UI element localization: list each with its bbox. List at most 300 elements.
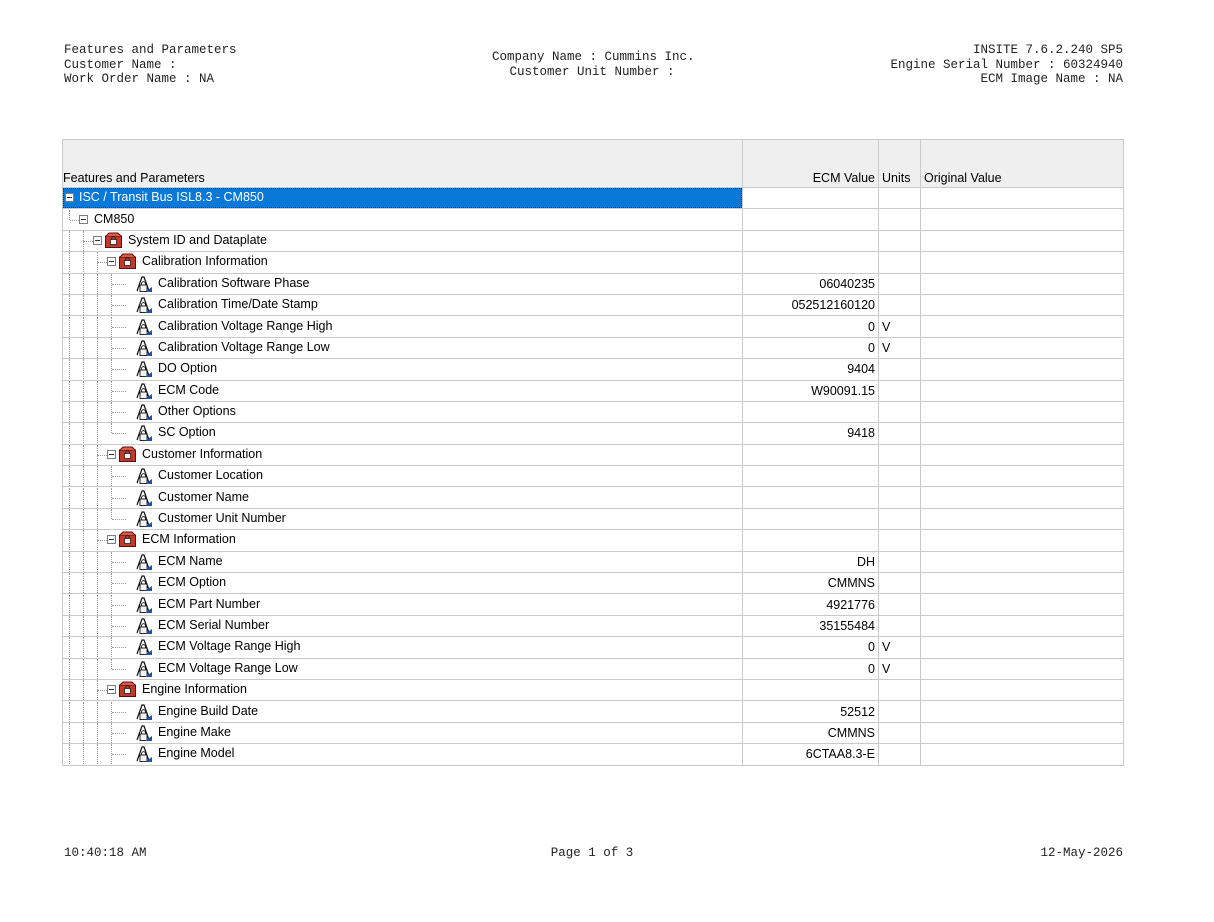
tree-guide-line (83, 659, 84, 679)
tree-guide-line (97, 274, 98, 294)
tree-guide-line (69, 359, 70, 379)
feature-cell[interactable] (63, 294, 743, 315)
insite-version: INSITE 7.6.2.240 SP5 (972, 43, 1123, 57)
tree-guide-line (69, 744, 70, 764)
table-row[interactable] (63, 230, 1124, 251)
feature-cell[interactable] (63, 487, 743, 508)
footer-time: 10:40:18 AM (64, 846, 147, 860)
tree-branch-line (112, 626, 126, 627)
table-row[interactable] (63, 188, 1124, 209)
tree-guide-line (97, 317, 98, 337)
tree-branch-line (83, 241, 93, 242)
ecm-value-cell[interactable] (743, 508, 879, 529)
parameter-icon (135, 745, 153, 763)
original-value-cell (921, 466, 1124, 487)
tree-branch-line (112, 583, 126, 584)
tree-guide-line (83, 274, 84, 294)
feature-label: Customer Unit Number (158, 511, 286, 526)
tree-guide-line (69, 595, 70, 615)
feature-cell[interactable] (63, 188, 743, 209)
ecm-value-cell[interactable]: 06040235 (743, 273, 879, 294)
original-value-cell (921, 530, 1124, 551)
tree-guide-line (97, 295, 98, 315)
original-value-cell (921, 594, 1124, 615)
feature-label: ISC / Transit Bus ISL8.3 - CM850 (79, 190, 264, 205)
tree-branch-line (97, 540, 107, 541)
original-value-cell (921, 744, 1124, 765)
table-row[interactable] (63, 722, 1124, 743)
table-row[interactable] (63, 444, 1124, 465)
tree-guide-line (83, 530, 84, 550)
ecm-value-cell[interactable] (743, 252, 879, 273)
tree-branch-line (112, 647, 126, 648)
feature-cell[interactable] (63, 744, 743, 765)
tree-guide-line (69, 295, 70, 315)
tree-branch-line (112, 476, 126, 477)
table-row[interactable] (63, 337, 1124, 358)
feature-cell[interactable] (63, 337, 743, 358)
parameter-icon (135, 403, 153, 421)
feature-cell[interactable] (63, 615, 743, 636)
original-value-cell (921, 423, 1124, 444)
units-cell (879, 230, 921, 251)
feature-label: ECM Voltage Range High (158, 639, 301, 654)
feature-cell[interactable] (63, 594, 743, 615)
units-cell: V (879, 316, 921, 337)
units-cell (879, 444, 921, 465)
parameter-icon (135, 660, 153, 678)
locked-folder-icon (105, 232, 122, 248)
tree-guide-line (69, 488, 70, 508)
parameter-icon (135, 703, 153, 721)
parameter-icon (135, 382, 153, 400)
table-row[interactable] (63, 273, 1124, 294)
feature-label: CM850 (94, 211, 135, 226)
feature-label: Engine Make (158, 724, 231, 739)
feature-cell[interactable] (63, 466, 743, 487)
parameter-icon (135, 339, 153, 357)
tree-guide-line (83, 509, 84, 529)
table-row[interactable] (63, 294, 1124, 315)
tree-guide-line (83, 702, 84, 722)
table-row[interactable] (63, 615, 1124, 636)
tree-guide-line (83, 595, 84, 615)
units-cell (879, 530, 921, 551)
tree-guide-line (83, 359, 84, 379)
tree-guide-line (69, 723, 70, 743)
feature-label: Customer Location (158, 468, 263, 483)
feature-cell[interactable] (63, 209, 743, 230)
collapse-toggle-icon[interactable] (107, 535, 116, 544)
tree-branch-line (97, 262, 107, 263)
tree-branch-line (112, 327, 126, 328)
feature-label: Customer Name (158, 489, 249, 504)
feature-cell[interactable] (63, 252, 743, 273)
tree-guide-line (97, 637, 98, 657)
parameter-icon (135, 574, 153, 592)
header-right (890, 43, 1123, 87)
feature-label: SC Option (158, 425, 216, 440)
ecm-value-cell[interactable] (743, 679, 879, 700)
table-row[interactable] (63, 658, 1124, 679)
ecm-value-cell[interactable]: 0 (743, 658, 879, 679)
feature-cell[interactable] (63, 530, 743, 551)
tree-guide-line (97, 659, 98, 679)
column-header-original-value[interactable]: Original Value (921, 140, 1124, 188)
feature-label: Engine Build Date (158, 703, 259, 718)
feature-cell[interactable] (63, 658, 743, 679)
company-name: Company Name : Cummins Inc. (492, 50, 695, 64)
tree-guide-line (97, 402, 98, 422)
units-cell (879, 188, 921, 209)
parameter-icon (135, 596, 153, 614)
units-cell (879, 380, 921, 401)
parameter-icon (135, 296, 153, 314)
units-cell (879, 487, 921, 508)
parameter-icon (135, 467, 153, 485)
parameter-icon (135, 724, 153, 742)
tree-guide-line (83, 295, 84, 315)
locked-folder-icon (119, 253, 136, 269)
units-cell (879, 573, 921, 594)
tree-guide-line (69, 702, 70, 722)
feature-cell[interactable] (63, 551, 743, 572)
units-cell (879, 252, 921, 273)
units-cell: V (879, 658, 921, 679)
feature-label: Engine Model (158, 746, 235, 761)
original-value-cell (921, 380, 1124, 401)
units-cell (879, 273, 921, 294)
units-cell (879, 508, 921, 529)
original-value-cell (921, 273, 1124, 294)
ecm-value-cell[interactable]: 9404 (743, 359, 879, 380)
parameter-icon (135, 510, 153, 528)
feature-cell[interactable] (63, 316, 743, 337)
tree-guide-line (83, 381, 84, 401)
tree-guide-line (69, 317, 70, 337)
tree-guide-line (97, 723, 98, 743)
tree-branch-line (112, 712, 126, 713)
parameter-icon (135, 275, 153, 293)
units-cell (879, 551, 921, 572)
feature-cell[interactable] (63, 722, 743, 743)
tree-guide-line (69, 509, 70, 529)
ecm-value-cell[interactable] (743, 401, 879, 422)
column-header-ecm-value[interactable]: ECM Value (743, 140, 879, 188)
customer-name: Customer Name : (64, 57, 177, 72)
ecm-value-cell[interactable]: 052512160120 (743, 294, 879, 315)
tree-guide-line (69, 402, 70, 422)
feature-label: ECM Name (158, 553, 223, 568)
tree-branch-line (112, 305, 126, 306)
feature-cell[interactable] (63, 679, 743, 700)
tree-guide-line (69, 530, 70, 550)
table-row[interactable] (63, 380, 1124, 401)
ecm-value-cell[interactable]: 52512 (743, 701, 879, 722)
tree-guide-line (69, 423, 70, 443)
feature-cell[interactable] (63, 573, 743, 594)
table-row[interactable] (63, 508, 1124, 529)
units-cell (879, 423, 921, 444)
tree-guide-line (69, 338, 70, 358)
tree-guide-line (83, 488, 84, 508)
ecm-value-cell[interactable] (743, 487, 879, 508)
feature-label: Calibration Voltage Range High (158, 318, 333, 333)
ecm-value-cell[interactable]: 6CTAA8.3-E (743, 744, 879, 765)
feature-cell[interactable] (63, 401, 743, 422)
ecm-value-cell[interactable]: 0 (743, 637, 879, 658)
original-value-cell (921, 551, 1124, 572)
original-value-cell (921, 209, 1124, 230)
tree-guide-line (97, 552, 98, 572)
customer-unit-number: Customer Unit Number : (509, 64, 675, 79)
report-title: Features and Parameters (64, 43, 237, 57)
units-cell (879, 359, 921, 380)
ecm-value-cell[interactable]: 4921776 (743, 594, 879, 615)
feature-cell[interactable] (63, 423, 743, 444)
tree-guide-line (83, 680, 84, 700)
table-row[interactable] (63, 359, 1124, 380)
locked-folder-icon (119, 681, 136, 697)
table-row[interactable] (63, 679, 1124, 700)
tree-guide-line (97, 573, 98, 593)
feature-label: ECM Code (158, 382, 220, 397)
tree-guide-line (83, 573, 84, 593)
parameter-icon (135, 489, 153, 507)
original-value-cell (921, 230, 1124, 251)
feature-label: Engine Information (142, 682, 247, 697)
tree-guide-line (97, 509, 98, 529)
tree-guide-line (69, 252, 70, 272)
original-value-cell (921, 316, 1124, 337)
feature-label: Calibration Time/Date Stamp (158, 297, 318, 312)
tree-guide-line (111, 509, 112, 519)
tree-guide-line (69, 445, 70, 465)
units-cell (879, 615, 921, 636)
feature-label: Other Options (158, 404, 236, 419)
table-row[interactable] (63, 401, 1124, 422)
engine-serial-number: Engine Serial Number : 60324940 (890, 57, 1123, 72)
feature-label: ECM Information (142, 532, 236, 547)
original-value-cell (921, 359, 1124, 380)
tree-guide-line (69, 381, 70, 401)
table-row[interactable] (63, 573, 1124, 594)
original-value-cell (921, 401, 1124, 422)
tree-guide-line (69, 616, 70, 636)
tree-guide-line (97, 423, 98, 443)
original-value-cell (921, 294, 1124, 315)
table-header-row (63, 140, 1124, 188)
footer-page-number: Page 1 of 3 (550, 846, 634, 860)
ecm-value-cell[interactable] (743, 466, 879, 487)
tree-guide-line (83, 744, 84, 764)
tree-guide-line (69, 659, 70, 679)
parameter-icon (135, 638, 153, 656)
original-value-cell (921, 487, 1124, 508)
ecm-value-cell[interactable] (743, 230, 879, 251)
tree-guide-line (83, 637, 84, 657)
ecm-value-cell[interactable] (743, 444, 879, 465)
table-row[interactable] (63, 487, 1124, 508)
collapse-toggle-icon[interactable] (107, 450, 116, 459)
tree-guide-line (97, 595, 98, 615)
original-value-cell (921, 615, 1124, 636)
tree-branch-line (112, 284, 126, 285)
units-cell (879, 594, 921, 615)
original-value-cell (921, 701, 1124, 722)
collapse-toggle-icon[interactable] (107, 257, 116, 266)
tree-branch-line (112, 605, 126, 606)
parameter-icon (135, 617, 153, 635)
locked-folder-icon (119, 531, 136, 547)
ecm-value-cell[interactable] (743, 209, 879, 230)
feature-cell[interactable] (63, 380, 743, 401)
ecm-value-cell[interactable]: 0 (743, 316, 879, 337)
parameter-icon (135, 553, 153, 571)
original-value-cell (921, 188, 1124, 209)
feature-label: Calibration Software Phase (158, 275, 310, 290)
tree-guide-line (83, 402, 84, 422)
parameter-icon (135, 424, 153, 442)
feature-label: ECM Part Number (158, 596, 261, 611)
original-value-cell (921, 252, 1124, 273)
original-value-cell (921, 722, 1124, 743)
original-value-cell (921, 508, 1124, 529)
ecm-value-cell[interactable] (743, 530, 879, 551)
collapse-toggle-icon[interactable] (107, 685, 116, 694)
tree-guide-line (97, 488, 98, 508)
ecm-value-cell[interactable]: 0 (743, 337, 879, 358)
table-row[interactable] (63, 701, 1124, 722)
units-cell: V (879, 637, 921, 658)
tree-guide-line (97, 744, 98, 764)
tree-branch-line (97, 690, 107, 691)
tree-guide-line (83, 616, 84, 636)
ecm-value-cell[interactable] (743, 188, 879, 209)
header-center (492, 50, 695, 79)
tree-guide-line (83, 423, 84, 443)
tree-guide-line (83, 466, 84, 486)
parameter-icon (135, 360, 153, 378)
units-cell (879, 701, 921, 722)
original-value-cell (921, 679, 1124, 700)
tree-guide-line (83, 445, 84, 465)
units-cell (879, 466, 921, 487)
footer-date: 12-May-2026 (1040, 846, 1123, 860)
tree-branch-line (112, 519, 126, 520)
tree-branch-line (70, 220, 79, 221)
feature-label: Calibration Information (142, 254, 268, 269)
feature-label: Customer Information (142, 446, 263, 461)
tree-guide-line (69, 274, 70, 294)
units-cell: V (879, 337, 921, 358)
feature-label: DO Option (158, 361, 218, 376)
tree-guide-line (83, 252, 84, 272)
feature-label: ECM Serial Number (158, 618, 270, 632)
table-row[interactable] (63, 744, 1124, 765)
original-value-cell (921, 444, 1124, 465)
table-row[interactable] (63, 423, 1124, 444)
table-body (63, 188, 1124, 766)
tree-branch-line (112, 562, 126, 563)
column-header-features[interactable]: Features and Parameters (63, 140, 743, 188)
units-cell (879, 209, 921, 230)
column-header-units[interactable]: Units (879, 140, 921, 188)
tree-branch-line (112, 369, 126, 370)
tree-guide-line (97, 381, 98, 401)
table-row[interactable] (63, 316, 1124, 337)
tree-guide-line (69, 680, 70, 700)
feature-label: ECM Voltage Range Low (158, 660, 298, 675)
feature-label: Calibration Voltage Range Low (158, 339, 330, 354)
table-row[interactable] (63, 252, 1124, 273)
tree-guide-line (69, 210, 70, 220)
work-order-name: Work Order Name : NA (64, 72, 215, 86)
ecm-value-cell[interactable]: DH (743, 551, 879, 572)
units-cell (879, 401, 921, 422)
table-row[interactable] (63, 466, 1124, 487)
tree-guide-line (69, 637, 70, 657)
parameter-icon (135, 318, 153, 336)
collapse-toggle-icon[interactable] (65, 193, 74, 202)
feature-cell[interactable] (63, 359, 743, 380)
original-value-cell (921, 337, 1124, 358)
locked-folder-icon (119, 446, 136, 462)
feature-cell[interactable] (63, 273, 743, 294)
ecm-value-cell[interactable]: W90091.15 (743, 380, 879, 401)
table-row[interactable] (63, 551, 1124, 572)
table-row[interactable] (63, 209, 1124, 230)
table-row[interactable] (63, 637, 1124, 658)
feature-label: System ID and Dataplate (128, 232, 267, 247)
collapse-toggle-icon[interactable] (93, 236, 102, 245)
tree-branch-line (112, 391, 126, 392)
tree-branch-line (112, 733, 126, 734)
tree-branch-line (112, 498, 126, 499)
tree-guide-line (97, 702, 98, 722)
feature-cell[interactable] (63, 508, 743, 529)
table-row[interactable] (63, 530, 1124, 551)
tree-branch-line (112, 433, 126, 434)
tree-branch-line (112, 348, 126, 349)
feature-cell[interactable] (63, 444, 743, 465)
units-cell (879, 744, 921, 765)
units-cell (879, 679, 921, 700)
header-left (64, 43, 237, 87)
original-value-cell (921, 637, 1124, 658)
ecm-value-cell[interactable]: CMMNS (743, 573, 879, 594)
tree-guide-line (97, 359, 98, 379)
tree-guide-line (97, 466, 98, 486)
feature-cell[interactable] (63, 701, 743, 722)
tree-guide-line (83, 552, 84, 572)
tree-guide-line (69, 573, 70, 593)
ecm-image-name: ECM Image Name : NA (980, 72, 1123, 86)
feature-cell[interactable] (63, 637, 743, 658)
ecm-value-cell[interactable]: 35155484 (743, 615, 879, 636)
collapse-toggle-icon[interactable] (79, 215, 88, 224)
table-row[interactable] (63, 594, 1124, 615)
tree-guide-line (69, 231, 70, 251)
tree-branch-line (97, 455, 107, 456)
ecm-value-cell[interactable]: CMMNS (743, 722, 879, 743)
feature-cell[interactable] (63, 230, 743, 251)
tree-guide-line (83, 723, 84, 743)
tree-guide-line (111, 659, 112, 669)
ecm-value-cell[interactable]: 9418 (743, 423, 879, 444)
tree-guide-line (83, 338, 84, 358)
tree-branch-line (112, 754, 126, 755)
